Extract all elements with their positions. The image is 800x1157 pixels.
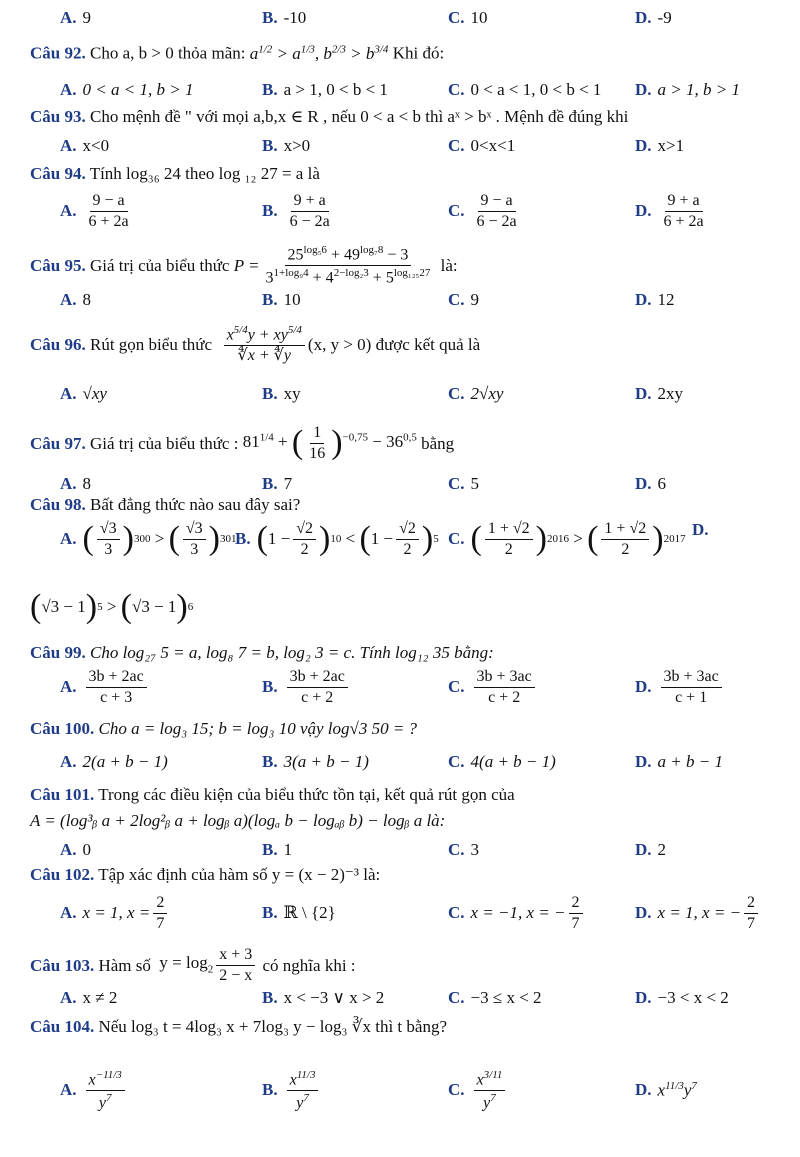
q94-option-d[interactable]: D. $\frac{9 + a}{6 + 2a}$ [635, 192, 704, 230]
q98-option-c[interactable]: C. ( $\frac{1 + √2}{2}$ ) 2016 > ( $\frac{1 + √2}{2}$ ) 2017 [448, 520, 686, 558]
q101-option-b[interactable]: B. 1 [262, 840, 293, 859]
q102-option-a[interactable]: A. x = 1, x = $\frac{2}{7}$ [60, 890, 170, 936]
q101-option-a[interactable]: A. 0 [60, 840, 92, 859]
q100-option-d[interactable]: D. a + b − 1 [635, 752, 723, 771]
q98-option-a[interactable]: A. ( $\frac{√3}{3}$ ) 300 > ( $\frac{√3}{3}$ ) 301 [60, 520, 237, 558]
q94-option-c[interactable]: C. $\frac{9 - a}{6 - 2a}$ [448, 192, 517, 230]
q95-option-c[interactable]: C. 9 [448, 290, 480, 309]
q100-options [0, 752, 800, 782]
q92-stem: Câu 92. Cho a, b > 0 thỏa mãn: $a^{1/2} > a^{1/3}$, $b^{2/3} > b^{3/4}$ Khi đó: [30, 43, 445, 63]
q102-options [0, 890, 800, 940]
q93-option-c[interactable]: C. 0<x<1 [448, 136, 516, 155]
q91-option-b[interactable]: B. -10 [262, 8, 307, 27]
q95-options [0, 290, 800, 320]
q99-stem: Câu 99. Cho log₂₇ 5 = a, log₈ 7 = b, log₂ 3 = c. Tính log₁₂ 35 bằng: [30, 643, 494, 662]
q103-stem: Câu 103. Hàm số $y = \log_2$ $\frac{x + 3}{2 - x}$ có nghĩa khi : [30, 946, 356, 984]
q100-option-b[interactable]: B. 3(a + b − 1) [262, 752, 369, 771]
q104-option-d[interactable]: D. $x^{11/3}y^7$ [635, 1079, 697, 1100]
q101-expression: A = (log³ᵦ a + 2log²ᵦ a + logᵦ a)(logₐ b − logₐᵦ b) − logᵦ a là: [30, 811, 446, 830]
q104-options [0, 1048, 800, 1138]
q99-option-b[interactable]: B. $\frac{3b + 2ac}{c + 2}$ [262, 668, 351, 706]
q100-option-a[interactable]: A. 2(a + b − 1) [60, 752, 168, 771]
q98-option-b[interactable]: B. ( 1 − $\frac{√2}{2}$ ) 10 < ( 1 − $\frac{√2}{2}$ ) 5 [235, 520, 439, 558]
q92-option-b[interactable]: B. a > 1, 0 < b < 1 [262, 80, 388, 99]
q94-stem: Câu 94. Tính log₃₆ 24 theo log ₁₂ 27 = a là [30, 164, 320, 183]
q102-stem: Câu 102. Tập xác định của hàm số y = (x − 2)⁻³ là: [30, 865, 381, 884]
q104-option-c[interactable]: C. $\frac{x^{3/11}}{y^7}$ [448, 1048, 508, 1132]
q99-option-c[interactable]: C. $\frac{3b + 3ac}{c + 2}$ [448, 668, 538, 706]
q91-option-a[interactable]: A. 9 [60, 8, 92, 27]
q103-option-c[interactable]: C. −3 ≤ x < 2 [448, 988, 542, 1007]
q93-option-a[interactable]: A. x<0 [60, 136, 110, 155]
q95-expression: P = [233, 255, 260, 275]
q95-option-a[interactable]: A. 8 [60, 290, 92, 309]
q103-option-b[interactable]: B. x < −3 ∨ x > 2 [262, 988, 385, 1007]
q91-option-c[interactable]: C. 10 [448, 8, 488, 27]
q92-option-c[interactable]: C. 0 < a < 1, 0 < b < 1 [448, 80, 602, 99]
q96-option-b[interactable]: B. xy [262, 384, 301, 403]
q99-option-d[interactable]: D. $\frac{3b + 3ac}{c + 1}$ [635, 668, 725, 706]
q101-option-d[interactable]: D. 2 [635, 840, 667, 859]
q94-options [0, 192, 800, 236]
q97-stem: Câu 97. Giá trị của biểu thức : $81^{1/4}$ + ( $\frac{1}{16}$ )$^{-0,75} - 36^{0,5}$ bằng [30, 424, 455, 462]
q95-stem: Câu 95. Giá trị của biểu thức P = $\frac{25^{log_56} + 49^{log_78} - 3}{3^{1+log_94} + 4^{2-log_23} + 5^{log_{125}27}}$ là: [30, 244, 458, 287]
q98-option-d-row [0, 590, 800, 626]
q99-options [0, 668, 800, 712]
q102-option-d[interactable]: D. x = 1, x = − $\frac{2}{7}$ [635, 890, 761, 936]
q95-option-b[interactable]: B. 10 [262, 290, 301, 309]
q95-fraction: $\frac{25^{log_56} + 49^{log_78} - 3}{3^{1+log_94} + 4^{2-log_23} + 5^{log_{125}27}}$ [265, 244, 431, 287]
q104-option-b[interactable]: B. $\frac{x^{11/3}}{y^7}$ [262, 1048, 321, 1132]
q102-option-b[interactable]: B. ℝ \ {2} [262, 903, 336, 922]
q92-option-d[interactable]: D. a > 1, b > 1 [635, 80, 740, 99]
q93-stem: Câu 93. Cho mệnh đề " với mọi a,b,x ∈ R , nếu 0 < a < b thì aˣ > bˣ . Mệnh đề đúng khi [30, 107, 629, 126]
q94-option-b[interactable]: B. $\frac{9 + a}{6 - 2a}$ [262, 192, 330, 230]
q91-options [0, 8, 800, 38]
q96-options [0, 384, 800, 414]
q97-option-b[interactable]: B. 7 [262, 474, 293, 493]
q96-fraction: $\frac{x^{5/4}y + xy^{5/4}}{∜x + ∜y}$ [224, 324, 305, 365]
q94-option-a[interactable]: A. $\frac{9 - a}{6 + 2a}$ [60, 192, 129, 230]
q93-option-d[interactable]: D. x>1 [635, 136, 685, 155]
q92-expression: $a^{1/2} > a^{1/3}$, $b^{2/3} > b^{3/4}$ [249, 43, 389, 63]
q100-stem: Câu 100. Cho a = log₃ 15; b = log₃ 10 vậy log√3 50 = ? [30, 719, 418, 738]
q96-option-c[interactable]: C. 2√xy [448, 384, 504, 403]
q102-option-c[interactable]: C. x = −1, x = − $\frac{2}{7}$ [448, 890, 586, 936]
q100-option-c[interactable]: C. 4(a + b − 1) [448, 752, 556, 771]
q95-option-d[interactable]: D. 12 [635, 290, 675, 309]
q97-option-a[interactable]: A. 8 [60, 474, 92, 493]
q91-option-d[interactable]: D. -9 [635, 8, 672, 27]
q99-option-a[interactable]: A. $\frac{3b + 2ac}{c + 3}$ [60, 668, 150, 706]
q93-option-b[interactable]: B. x>0 [262, 136, 311, 155]
q104-option-a[interactable]: A. $\frac{x^{-11/3}}{y^7}$ [60, 1048, 128, 1132]
q103-option-a[interactable]: A. x ≠ 2 [60, 988, 118, 1007]
q98-option-d[interactable]: ( √3 − 1 ) 5 > ( √3 − 1 ) 6 [30, 588, 194, 625]
q103-expression: $y = \log_2$ [159, 953, 214, 976]
q97-option-c[interactable]: C. 5 [448, 474, 480, 493]
q97-expression: $81^{1/4}$ + ( [242, 424, 304, 462]
q103-option-d[interactable]: D. −3 < x < 2 [635, 988, 729, 1007]
q96-stem: Câu 96. Rút gọn biểu thức $\frac{x^{5/4}y + xy^{5/4}}{∜x + ∜y}$ (x, y > 0) được kết quả là [30, 324, 481, 364]
q103-options [0, 988, 800, 1018]
q97-option-d[interactable]: D. 6 [635, 474, 667, 493]
q96-option-a[interactable]: A. √xy [60, 384, 107, 403]
q93-options [0, 136, 800, 166]
q96-option-d[interactable]: D. 2xy [635, 384, 684, 403]
q98-options [0, 520, 800, 580]
q92-options [0, 80, 800, 110]
q98-stem: Câu 98. Bất đẳng thức nào sau đây sai? [30, 495, 301, 514]
q101-stem: Câu 101. Trong các điều kiện của biểu thức tồn tại, kết quả rút gọn của [30, 785, 515, 804]
q104-stem: Câu 104. Nếu log₃ t = 4log₃ x + 7log₃ y − log₃ ∛x thì t bằng? [30, 1017, 447, 1036]
q101-option-c[interactable]: C. 3 [448, 840, 480, 859]
q98-option-d-label[interactable]: D. [692, 520, 709, 539]
q92-option-a[interactable]: A. 0 < a < 1, b > 1 [60, 80, 194, 99]
